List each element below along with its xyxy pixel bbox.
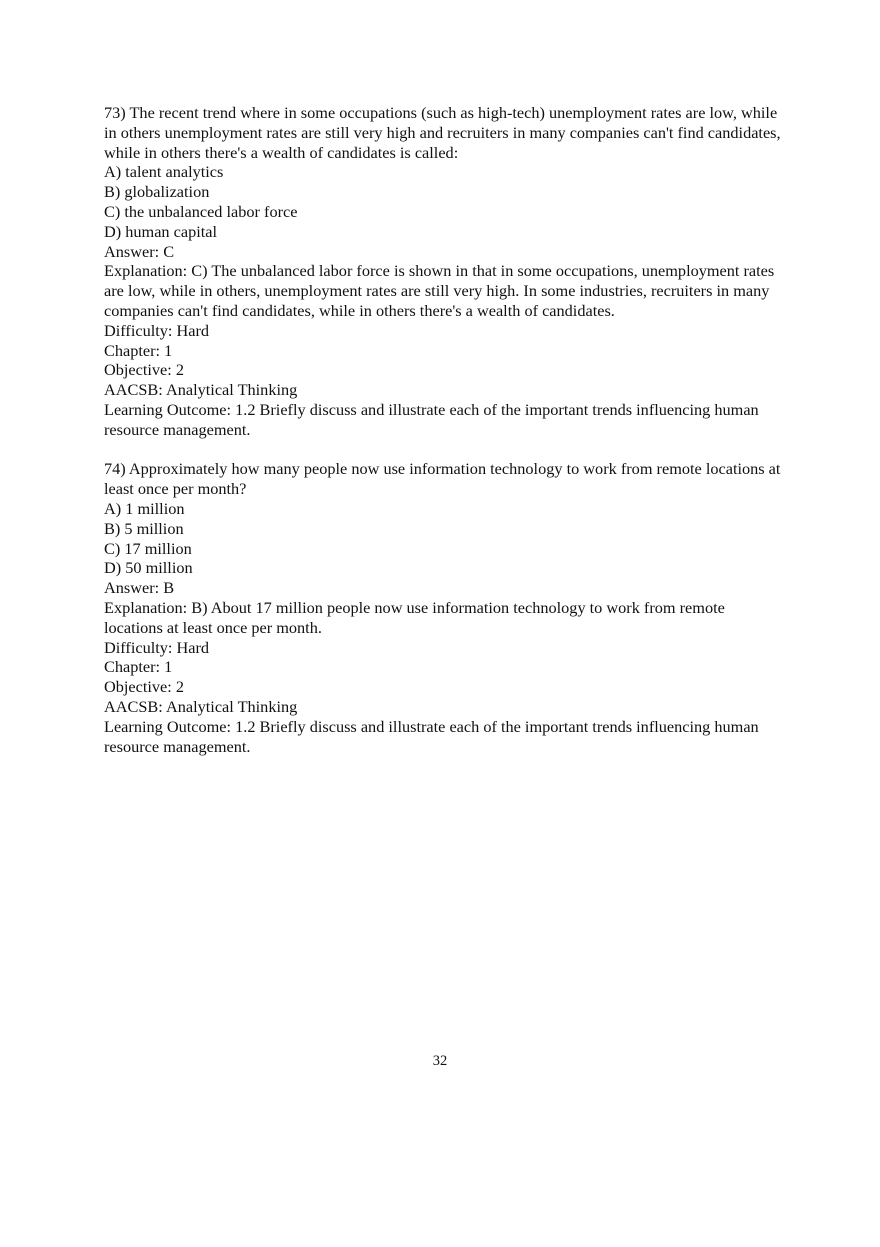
objective: Objective: 2 (104, 360, 185, 380)
answer: Answer: C (104, 241, 175, 261)
question-stem: 73) The recent trend where in some occupations (such as high-tech) unemployment rates are low, while in others unemployment rates are still very high and recruiters in many companies can't find candidates, while in others there's a wealth of candidates is called: (104, 103, 781, 162)
question-stem: 74) Approximately how many people now use information technology to work from remote locations at least once per month? (104, 459, 781, 499)
question-73 (104, 103, 784, 440)
option-d: D) 50 million (104, 558, 193, 578)
learning-outcome: Learning Outcome: 1.2 Briefly discuss and illustrate each of the important trends influencing human resource management. (104, 399, 759, 439)
aacsb: AACSB: Analytical Thinking (104, 380, 298, 400)
document-page (104, 103, 784, 756)
option-a: A) talent analytics (104, 162, 224, 182)
difficulty: Difficulty: Hard (104, 637, 210, 657)
explanation: Explanation: B) About 17 million people now use information technology to work from remote locations at least once per month. (104, 597, 725, 637)
aacsb: AACSB: Analytical Thinking (104, 696, 298, 716)
option-a: A) 1 million (104, 498, 185, 518)
question-74 (104, 459, 784, 756)
option-c: C) the unbalanced labor force (104, 201, 298, 221)
option-b: B) 5 million (104, 518, 184, 538)
objective: Objective: 2 (104, 677, 185, 697)
option-b: B) globalization (104, 182, 210, 202)
difficulty: Difficulty: Hard (104, 320, 210, 340)
learning-outcome: Learning Outcome: 1.2 Briefly discuss and illustrate each of the important trends influencing human resource management. (104, 716, 759, 756)
option-d: D) human capital (104, 221, 218, 241)
answer: Answer: B (104, 578, 175, 598)
explanation: Explanation: C) The unbalanced labor force is shown in that in some occupations, unemployment rates are low, while in others, unemployment rates are still very high. In some industries, recruiters in many companies can't find candidates, while in others there's a wealth of candidates. (104, 261, 775, 320)
page-number: 32 (432, 1053, 448, 1069)
chapter: Chapter: 1 (104, 340, 173, 360)
option-c: C) 17 million (104, 538, 192, 558)
chapter: Chapter: 1 (104, 657, 173, 677)
